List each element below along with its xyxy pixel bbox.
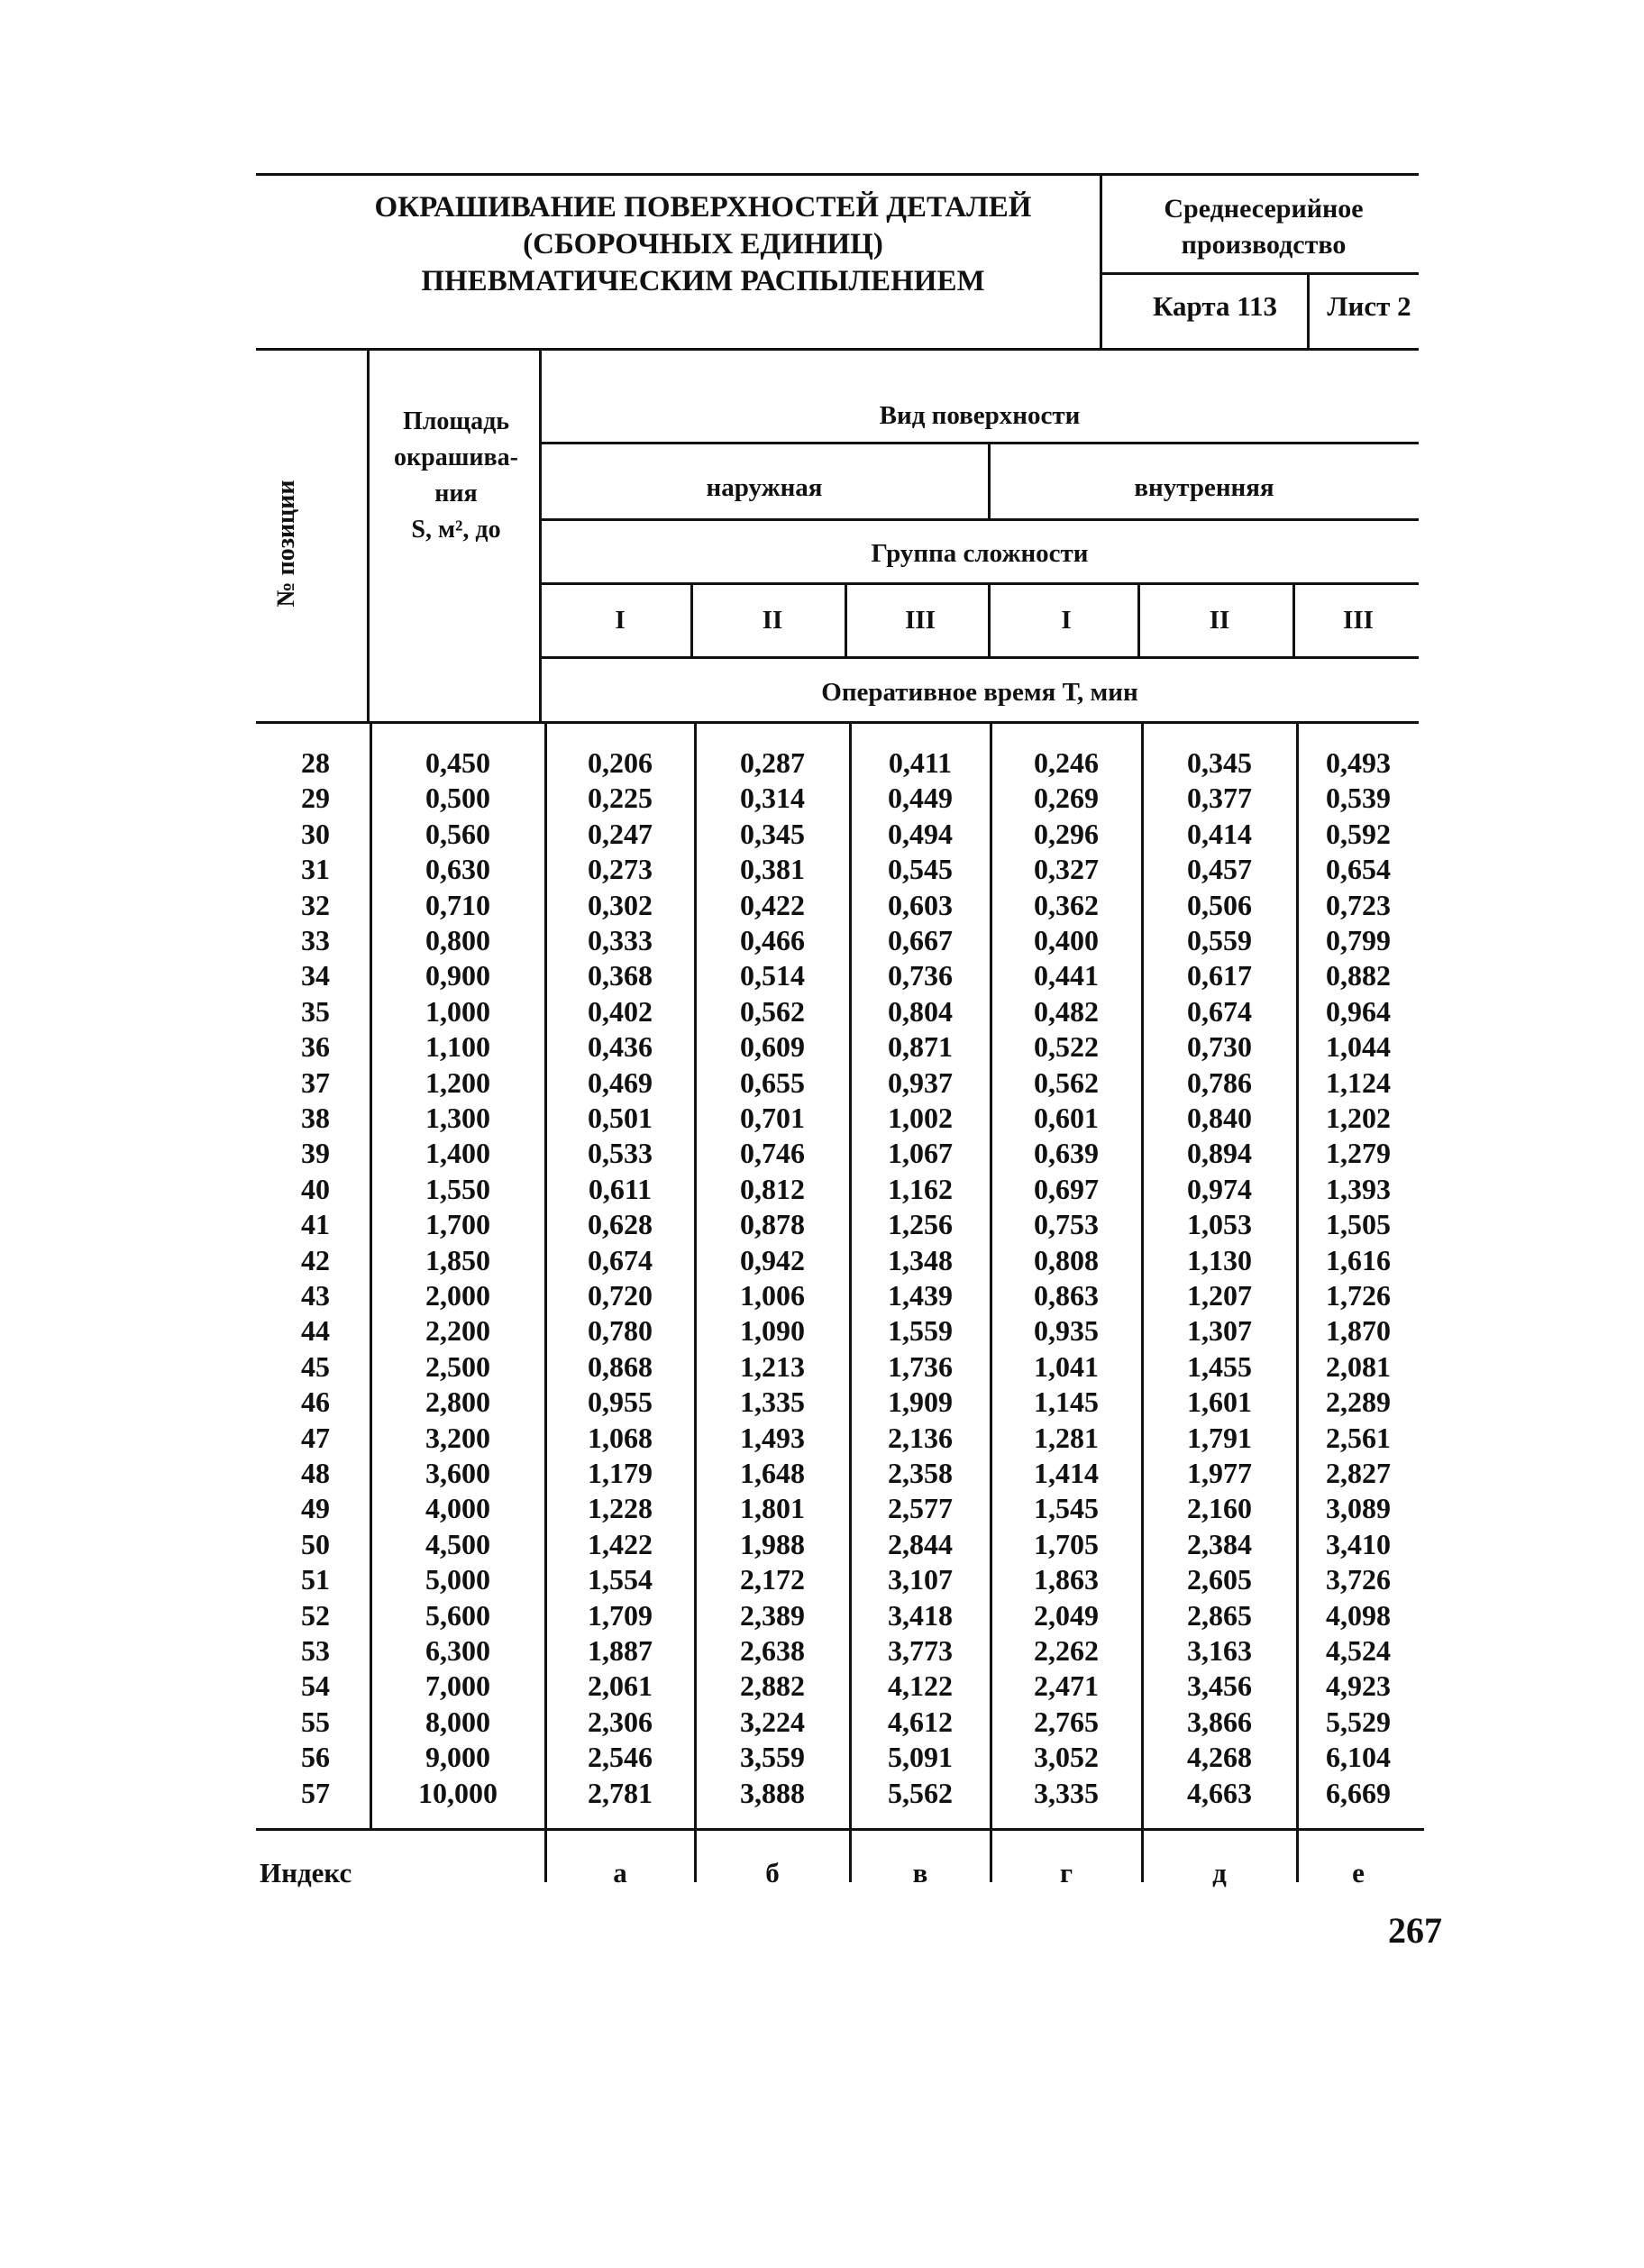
area-header (370, 404, 543, 548)
time-cell: 1,709 (588, 1599, 653, 1632)
page-number: 267 (1388, 1910, 1442, 1951)
time-cell: 1,601 (1187, 1385, 1252, 1418)
area-cell: 2,800 (425, 1385, 490, 1418)
time-cell: 1,279 (1326, 1137, 1391, 1169)
area-cell: 4,500 (425, 1528, 490, 1560)
time-cell: 0,674 (588, 1244, 653, 1276)
area-cell: 1,300 (425, 1102, 490, 1134)
time-cell: 0,422 (740, 889, 805, 921)
time-cell: 0,592 (1326, 818, 1391, 850)
area-cell: 9,000 (425, 1741, 490, 1773)
time-cell: 0,840 (1187, 1102, 1252, 1134)
time-cell: 1,041 (1034, 1350, 1099, 1383)
time-cell: 0,246 (1034, 746, 1099, 779)
time-cell: 0,362 (1034, 889, 1099, 921)
time-cell: 2,605 (1187, 1563, 1252, 1596)
time-cell: 1,909 (888, 1385, 953, 1418)
time-cell: 0,799 (1326, 924, 1391, 956)
time-cell: 0,514 (740, 959, 805, 992)
table-top-rule (256, 348, 1419, 351)
position-cell: 46 (301, 1385, 330, 1418)
surface-type-header: Вид поверхности (879, 401, 1081, 430)
position-header: № позиции (272, 480, 300, 608)
area-cell: 1,700 (425, 1208, 490, 1240)
position-cell: 45 (301, 1350, 330, 1383)
area-cell: 0,450 (425, 746, 490, 779)
position-cell: 50 (301, 1528, 330, 1560)
time-cell: 1,616 (1326, 1244, 1391, 1276)
time-cell: 0,457 (1187, 853, 1252, 885)
position-cell: 36 (301, 1030, 330, 1063)
time-cell: 0,697 (1034, 1173, 1099, 1205)
time-cell: 6,669 (1326, 1777, 1391, 1809)
time-cell: 0,368 (588, 959, 653, 992)
time-cell: 0,296 (1034, 818, 1099, 850)
area-header-line: ния (434, 480, 478, 508)
group-number: II (762, 606, 783, 635)
time-cell: 2,827 (1326, 1457, 1391, 1489)
time-cell: 2,781 (588, 1777, 653, 1809)
title-line: ОКРАШИВАНИЕ ПОВЕРХНОСТЕЙ ДЕТАЛЕЙ (374, 191, 1032, 224)
time-cell: 2,844 (888, 1528, 953, 1560)
time-cell: 1,202 (1326, 1102, 1391, 1134)
area-cell: 1,000 (425, 995, 490, 1028)
time-cell: 1,090 (740, 1314, 805, 1347)
top-rule (256, 173, 1419, 176)
position-cell: 44 (301, 1314, 330, 1347)
time-cell: 0,611 (588, 1173, 653, 1205)
time-cell: 1,207 (1187, 1279, 1252, 1312)
time-cell: 2,384 (1187, 1528, 1252, 1560)
time-cell: 1,545 (1034, 1492, 1099, 1524)
time-cell: 1,736 (888, 1350, 953, 1383)
time-cell: 0,466 (740, 924, 805, 956)
time-cell: 3,418 (888, 1599, 953, 1632)
time-cell: 1,439 (888, 1279, 953, 1312)
time-cell: 1,348 (888, 1244, 953, 1276)
time-cell: 0,539 (1326, 782, 1391, 814)
time-cell: 3,559 (740, 1741, 805, 1773)
time-cell: 0,441 (1034, 959, 1099, 992)
area-header-line: Площадь (402, 407, 510, 435)
time-cell: 0,314 (740, 782, 805, 814)
time-cell: 6,104 (1326, 1741, 1391, 1773)
time-cell: 2,882 (740, 1669, 805, 1702)
area-cell: 1,100 (425, 1030, 490, 1063)
time-cell: 2,471 (1034, 1669, 1099, 1702)
time-cell: 1,281 (1034, 1422, 1099, 1454)
title-line: (СБОРОЧНЫХ ЕДИНИЦ) (523, 228, 883, 261)
time-cell: 2,160 (1187, 1492, 1252, 1524)
area-cell: 1,400 (425, 1137, 490, 1169)
time-cell: 0,974 (1187, 1173, 1252, 1205)
area-cell: 7,000 (425, 1669, 490, 1702)
outer-surface-header: наружная (706, 473, 823, 502)
area-cell: 2,000 (425, 1279, 490, 1312)
position-cell: 33 (301, 924, 330, 956)
time-cell: 2,765 (1034, 1706, 1099, 1738)
position-cell: 29 (301, 782, 330, 814)
time-cell: 3,224 (740, 1706, 805, 1738)
operative-time-header: Оперативное время Т, мин (821, 678, 1138, 707)
time-cell: 0,654 (1326, 853, 1391, 885)
time-cell: 1,228 (588, 1492, 653, 1524)
group-number: II (1209, 606, 1230, 635)
time-cell: 4,268 (1187, 1741, 1252, 1773)
time-cell: 0,287 (740, 746, 805, 779)
time-cell: 4,663 (1187, 1777, 1252, 1809)
time-cell: 0,333 (588, 924, 653, 956)
time-cell: 3,866 (1187, 1706, 1252, 1738)
header-divider (1100, 173, 1102, 350)
time-cell: 0,327 (1034, 853, 1099, 885)
time-cell: 0,964 (1326, 995, 1391, 1028)
time-cell: 1,414 (1034, 1457, 1099, 1489)
time-cell: 0,269 (1034, 782, 1099, 814)
time-cell: 2,638 (740, 1634, 805, 1667)
time-cell: 1,870 (1326, 1314, 1391, 1347)
time-cell: 0,780 (588, 1314, 653, 1347)
position-cell: 47 (301, 1422, 330, 1454)
position-cell: 49 (301, 1492, 330, 1524)
position-cell: 31 (301, 853, 330, 885)
time-cell: 2,306 (588, 1706, 653, 1738)
time-cell: 3,335 (1034, 1777, 1099, 1809)
sheet-number: Лист 2 (1327, 290, 1411, 322)
group-number: I (615, 606, 626, 635)
rule-surface (541, 442, 1419, 444)
group-number: III (905, 606, 936, 635)
time-cell: 2,577 (888, 1492, 953, 1524)
production-line: Среднесерийное (1164, 194, 1364, 224)
time-cell: 0,723 (1326, 889, 1391, 921)
time-cell: 2,546 (588, 1741, 653, 1773)
time-cell: 0,935 (1034, 1314, 1099, 1347)
production-type (1110, 191, 1417, 263)
time-cell: 0,345 (740, 818, 805, 850)
time-cell: 0,482 (1034, 995, 1099, 1028)
area-cell: 3,600 (425, 1457, 490, 1489)
complexity-group-header: Группа сложности (871, 539, 1089, 568)
position-cell: 52 (301, 1599, 330, 1632)
time-cell: 1,307 (1187, 1314, 1252, 1347)
time-cell: 1,422 (588, 1528, 653, 1560)
time-cell: 5,529 (1326, 1706, 1391, 1738)
position-cell: 32 (301, 889, 330, 921)
time-cell: 1,648 (740, 1457, 805, 1489)
time-cell: 1,053 (1187, 1208, 1252, 1240)
time-cell: 4,122 (888, 1669, 953, 1702)
time-cell: 0,381 (740, 853, 805, 885)
time-cell: 0,804 (888, 995, 953, 1028)
time-cell: 1,863 (1034, 1563, 1099, 1596)
time-cell: 1,554 (588, 1563, 653, 1596)
position-cell: 51 (301, 1563, 330, 1596)
time-cell: 1,493 (740, 1422, 805, 1454)
time-cell: 1,801 (740, 1492, 805, 1524)
time-cell: 1,887 (588, 1634, 653, 1667)
position-cell: 28 (301, 746, 330, 779)
time-cell: 1,705 (1034, 1528, 1099, 1560)
area-cell: 8,000 (425, 1706, 490, 1738)
time-cell: 0,603 (888, 889, 953, 921)
time-cell: 0,559 (1187, 924, 1252, 956)
time-cell: 1,791 (1187, 1422, 1252, 1454)
time-cell: 0,674 (1187, 995, 1252, 1028)
time-cell: 0,609 (740, 1030, 805, 1063)
time-cell: 0,720 (588, 1279, 653, 1312)
time-cell: 0,601 (1034, 1102, 1099, 1134)
time-cell: 2,865 (1187, 1599, 1252, 1632)
area-cell: 1,850 (425, 1244, 490, 1276)
time-cell: 3,410 (1326, 1528, 1391, 1560)
position-cell: 43 (301, 1279, 330, 1312)
time-cell: 0,617 (1187, 959, 1252, 992)
time-cell: 0,746 (740, 1137, 805, 1169)
time-cell: 0,501 (588, 1102, 653, 1134)
time-cell: 0,411 (888, 746, 953, 779)
time-cell: 3,089 (1326, 1492, 1391, 1524)
time-cell: 1,044 (1326, 1030, 1391, 1063)
header-bottom-rule (256, 721, 1419, 724)
time-cell: 2,136 (888, 1422, 953, 1454)
area-header-line: окрашива- (394, 444, 518, 471)
time-cell: 0,545 (888, 853, 953, 885)
index-letter: а (613, 1857, 627, 1888)
production-line: производство (1181, 230, 1347, 260)
position-cell: 56 (301, 1741, 330, 1773)
time-cell: 3,107 (888, 1563, 953, 1596)
time-cell: 0,533 (588, 1137, 653, 1169)
time-cell: 1,256 (888, 1208, 953, 1240)
time-cell: 0,225 (588, 782, 653, 814)
time-cell: 3,456 (1187, 1669, 1252, 1702)
time-cell: 0,562 (740, 995, 805, 1028)
header-sub-rule (1101, 272, 1419, 275)
time-cell: 3,052 (1034, 1741, 1099, 1773)
time-cell: 0,753 (1034, 1208, 1099, 1240)
area-cell: 0,900 (425, 959, 490, 992)
rule-outer-inner (541, 518, 1419, 521)
time-cell: 0,812 (740, 1173, 805, 1205)
time-cell: 1,213 (740, 1350, 805, 1383)
area-cell: 0,800 (425, 924, 490, 956)
area-cell: 0,500 (425, 782, 490, 814)
document-title (324, 189, 1082, 300)
time-cell: 1,162 (888, 1173, 953, 1205)
time-cell: 0,894 (1187, 1137, 1252, 1169)
time-cell: 0,868 (588, 1350, 653, 1383)
time-cell: 1,145 (1034, 1385, 1099, 1418)
time-cell: 1,130 (1187, 1244, 1252, 1276)
position-cell: 57 (301, 1777, 330, 1809)
time-cell: 0,522 (1034, 1030, 1099, 1063)
position-cell: 40 (301, 1173, 330, 1205)
time-cell: 0,247 (588, 818, 653, 850)
time-cell: 1,977 (1187, 1457, 1252, 1489)
time-cell: 0,937 (888, 1066, 953, 1099)
time-cell: 0,345 (1187, 746, 1252, 779)
time-cell: 2,061 (588, 1669, 653, 1702)
time-cell: 2,262 (1034, 1634, 1099, 1667)
time-cell: 0,506 (1187, 889, 1252, 921)
time-cell: 0,730 (1187, 1030, 1252, 1063)
time-cell: 0,206 (588, 746, 653, 779)
position-cell: 37 (301, 1066, 330, 1099)
rule-group-numbers (541, 656, 1419, 659)
time-cell: 1,505 (1326, 1208, 1391, 1240)
area-cell: 5,600 (425, 1599, 490, 1632)
time-cell: 1,988 (740, 1528, 805, 1560)
index-letter: г (1059, 1857, 1073, 1888)
time-cell: 5,091 (888, 1741, 953, 1773)
area-cell: 6,300 (425, 1634, 490, 1667)
time-cell: 1,726 (1326, 1279, 1391, 1312)
time-cell: 5,562 (888, 1777, 953, 1809)
index-letter: е (1352, 1857, 1365, 1888)
time-cell: 0,882 (1326, 959, 1391, 992)
inner-surface-header: внутренняя (1134, 473, 1274, 502)
time-cell: 2,389 (740, 1599, 805, 1632)
time-cell: 1,559 (888, 1314, 953, 1347)
position-cell: 54 (301, 1669, 330, 1702)
time-cell: 0,302 (588, 889, 653, 921)
time-cell: 0,273 (588, 853, 653, 885)
time-cell: 1,179 (588, 1457, 653, 1489)
time-cell: 0,871 (888, 1030, 953, 1063)
card-number: Карта 113 (1152, 290, 1278, 322)
time-cell: 0,414 (1187, 818, 1252, 850)
time-cell: 0,469 (588, 1066, 653, 1099)
area-cell: 2,200 (425, 1314, 490, 1347)
time-cell: 0,955 (588, 1385, 653, 1418)
index-letter: д (1212, 1857, 1227, 1888)
time-cell: 0,402 (588, 995, 653, 1028)
position-cell: 39 (301, 1137, 330, 1169)
area-cell: 4,000 (425, 1492, 490, 1524)
time-cell: 3,163 (1187, 1634, 1252, 1667)
title-line: ПНЕВМАТИЧЕСКИМ РАСПЫЛЕНИЕМ (421, 265, 985, 297)
time-cell: 0,639 (1034, 1137, 1099, 1169)
time-cell: 0,628 (588, 1208, 653, 1240)
time-cell: 4,524 (1326, 1634, 1391, 1667)
position-cell: 42 (301, 1244, 330, 1276)
position-cell: 34 (301, 959, 330, 992)
position-cell: 55 (301, 1706, 330, 1738)
time-cell: 0,377 (1187, 782, 1252, 814)
time-cell: 2,172 (740, 1563, 805, 1596)
time-cell: 0,494 (888, 818, 953, 850)
area-cell: 2,500 (425, 1350, 490, 1383)
time-cell: 1,067 (888, 1137, 953, 1169)
index-rule (256, 1828, 1424, 1831)
time-cell: 1,068 (588, 1422, 653, 1454)
time-cell: 0,701 (740, 1102, 805, 1134)
group-number: I (1061, 606, 1072, 635)
time-cell: 2,561 (1326, 1422, 1391, 1454)
time-cell: 1,335 (740, 1385, 805, 1418)
area-cell: 3,200 (425, 1422, 490, 1454)
time-cell: 1,124 (1326, 1066, 1391, 1099)
time-cell: 0,786 (1187, 1066, 1252, 1099)
area-cell: 5,000 (425, 1563, 490, 1596)
time-cell: 1,002 (888, 1102, 953, 1134)
index-label: Индекс (260, 1857, 352, 1888)
area-cell: 1,550 (425, 1173, 490, 1205)
time-cell: 2,289 (1326, 1385, 1391, 1418)
time-cell: 4,098 (1326, 1599, 1391, 1632)
time-cell: 1,455 (1187, 1350, 1252, 1383)
time-cell: 0,493 (1326, 746, 1391, 779)
position-cell: 53 (301, 1634, 330, 1667)
time-cell: 0,436 (588, 1030, 653, 1063)
time-cell: 2,358 (888, 1457, 953, 1489)
time-cell: 1,393 (1326, 1173, 1391, 1205)
area-cell: 0,560 (425, 818, 490, 850)
time-cell: 4,612 (888, 1706, 953, 1738)
time-cell: 3,726 (1326, 1563, 1391, 1596)
time-cell: 2,049 (1034, 1599, 1099, 1632)
position-cell: 30 (301, 818, 330, 850)
area-cell: 1,200 (425, 1066, 490, 1099)
time-cell: 0,808 (1034, 1244, 1099, 1276)
rule-group (541, 582, 1419, 585)
position-cell: 41 (301, 1208, 330, 1240)
time-cell: 0,878 (740, 1208, 805, 1240)
time-cell: 2,081 (1326, 1350, 1391, 1383)
time-cell: 0,736 (888, 959, 953, 992)
index-letter: в (912, 1857, 928, 1888)
group-number: III (1343, 606, 1374, 635)
time-cell: 0,400 (1034, 924, 1099, 956)
time-cell: 0,942 (740, 1244, 805, 1276)
time-cell: 0,562 (1034, 1066, 1099, 1099)
time-cell: 3,888 (740, 1777, 805, 1809)
time-cell: 0,655 (740, 1066, 805, 1099)
position-cell: 35 (301, 995, 330, 1028)
area-cell: 0,710 (425, 889, 490, 921)
position-cell: 48 (301, 1457, 330, 1489)
time-cell: 1,006 (740, 1279, 805, 1312)
index-letter: б (765, 1857, 780, 1888)
area-cell: 10,000 (418, 1777, 498, 1809)
time-cell: 0,667 (888, 924, 953, 956)
time-cell: 4,923 (1326, 1669, 1391, 1702)
time-cell: 0,863 (1034, 1279, 1099, 1312)
area-header-line: S, м², до (411, 516, 501, 544)
time-cell: 0,449 (888, 782, 953, 814)
area-cell: 0,630 (425, 853, 490, 885)
time-cell: 3,773 (888, 1634, 953, 1667)
position-cell: 38 (301, 1102, 330, 1134)
